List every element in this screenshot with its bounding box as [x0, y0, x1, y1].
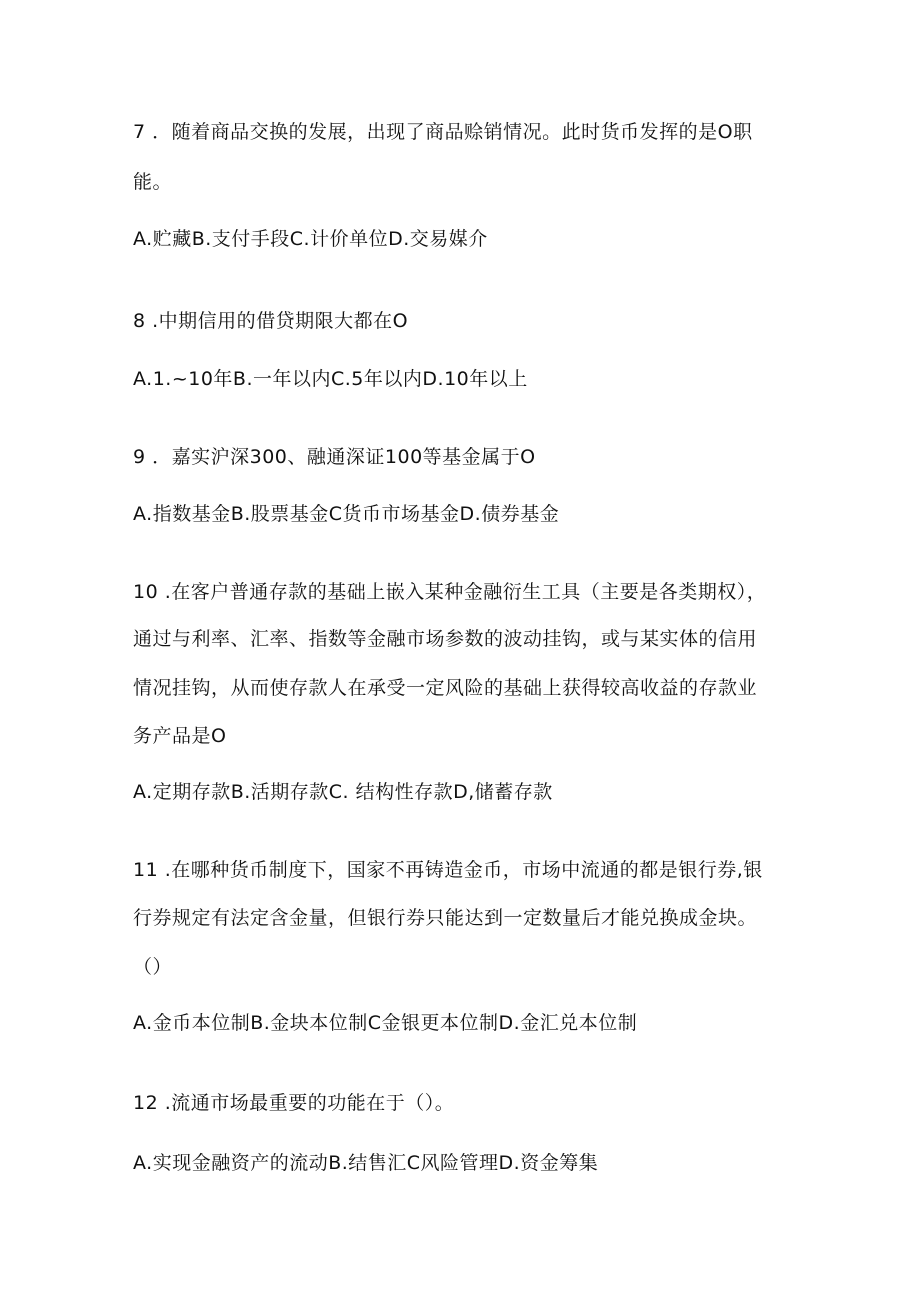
question-10-stem-line-3: 情况挂钩，从而使存款人在承受一定风险的基础上获得较高收益的存款业	[133, 677, 758, 699]
question-12-options: A.实现金融资产的流动B.结售汇C风险管理D.资金筹集	[133, 1152, 599, 1174]
question-11-options: A.金币本位制B.金块本位制C金银更本位制D.金汇兑本位制	[133, 1012, 638, 1034]
question-10-stem-line-4: 务产品是O	[133, 725, 227, 747]
question-11-stem-line-1: 11 .在哪种货币制度下，国家不再铸造金币，市场中流通的都是银行券,银	[133, 859, 763, 881]
question-7-options: A.贮藏B.支付手段C.计价单位D.交易媒介	[133, 228, 488, 250]
question-7-stem-line-2: 能。	[133, 171, 173, 193]
question-10-options: A.定期存款B.活期存款C. 结构性存款D,储蓄存款	[133, 781, 553, 803]
question-9-stem-line-1: 9 ．嘉实沪深300、融通深证100等基金属于O	[133, 446, 536, 468]
question-7-stem-line-1: 7 ．随着商品交换的发展，出现了商品赊销情况。此时货币发挥的是O职	[133, 121, 753, 143]
question-11-stem-line-3: （）	[133, 956, 173, 978]
question-8-options: A.1.~10年B.一年以内C.5年以内D.10年以上	[133, 368, 528, 390]
question-10-stem-line-1: 10 .在客户普通存款的基础上嵌入某种金融衍生工具（主要是各类期权），	[133, 581, 767, 603]
question-12-stem-line-1: 12 .流通市场最重要的功能在于（）。	[133, 1092, 455, 1114]
question-10-stem-line-2: 通过与利率、汇率、指数等金融市场参数的波动挂钩，或与某实体的信用	[133, 628, 758, 650]
question-8-stem-line-1: 8 .中期信用的借贷期限大都在O	[133, 310, 409, 332]
question-9-options: A.指数基金B.股票基金C货币市场基金D.债券基金	[133, 503, 560, 525]
question-11-stem-line-2: 行券规定有法定含金量，但银行券只能达到一定数量后才能兑换成金块。	[133, 907, 758, 929]
